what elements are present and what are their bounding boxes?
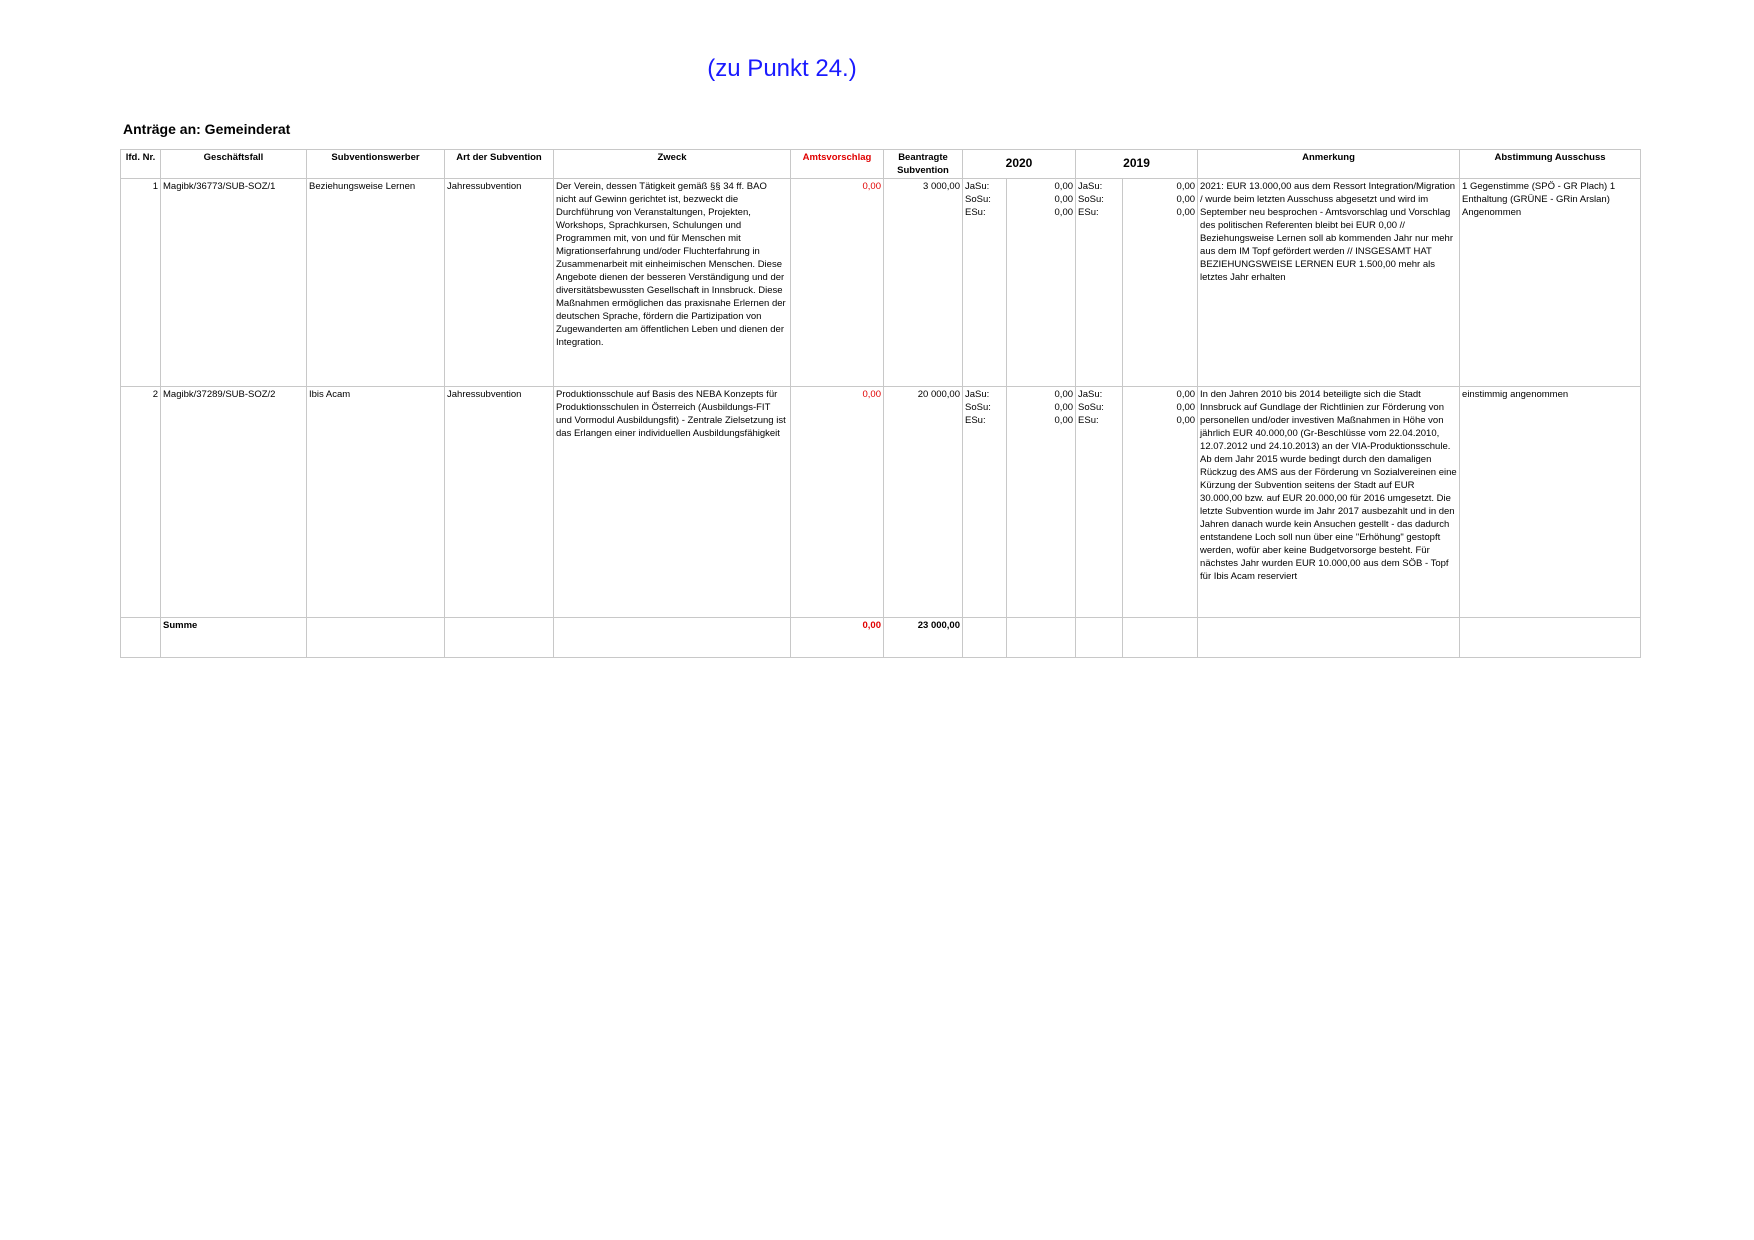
label-jasu: JaSu: [1078,389,1103,400]
cell-2019-values [1123,179,1198,387]
label-sosu: SoSu: [965,194,991,205]
col-header-nr: lfd. Nr. [121,150,161,179]
label-jasu: JaSu: [1078,181,1103,192]
header-row [121,150,1641,179]
label-esu: ESu: [1078,415,1099,426]
cell-type: Jahressubvention [445,179,554,387]
point-title-text: (zu Punkt 24.) [707,55,857,82]
cell-2019-labels [1076,387,1123,618]
col-header-type: Art der Subvention [445,150,554,179]
cell-2020-labels [963,387,1007,618]
label-esu: ESu: [965,415,986,426]
value-jasu: 0,00 [1176,389,1196,400]
label-jasu: JaSu: [965,181,990,192]
value-jasu: 0,00 [1054,181,1074,192]
label-jasu: JaSu: [965,389,990,400]
value-esu: 0,00 [1176,415,1196,426]
col-header-purpose: Zweck [554,150,791,179]
value-jasu: 0,00 [1176,181,1196,192]
cell-office-proposal: 0,00 [791,179,884,387]
value-jasu: 0,00 [1054,389,1074,400]
cell-case: Magibk/36773/SUB-SOZ/1 [161,179,307,387]
cell-type: Jahressubvention [445,387,554,618]
cell-2020-values [1007,179,1076,387]
cell-nr: 2 [121,387,161,618]
label-sosu: SoSu: [1078,194,1104,205]
col-header-vote: Abstimmung Ausschuss [1460,150,1641,179]
cell-remark: In den Jahren 2010 bis 2014 beteiligte sich die Stadt Innsbruck auf Gundlage der Richtlinien zur Förderung von personellen und/oder investiven Maßnahmen in Höhe von jährlich EUR 40.000,00 (Gr-Beschlüsse vom 22.04.2010, 12.07.2012 und 24.10.2013) an der VIA-Produktionsschule. Ab dem Jahr 2015 wurde bedingt durch den damaligen Rückzug des AMS aus der Förderung vn Sozialvereinen eine Kürzung der Subvention seitens der Stadt auf EUR 30.000,00 bzw. auf EUR 20.000,00 für 2016 umgesetzt. Die letzte Subvention wurde im Jahr 2017 ausbezahlt und in den Jahren danach wurde kein Ansuchen gestellt - das dadurch entstandene Loch soll nun über eine "Erhöhung" gestopft werden, wofür aber keine Budgetvorsorge besteht. Für nächstes Jahr wurden EUR 10.000,00 aus dem SÖB - Topf für Ibis Acam reserviert [1198,387,1460,618]
cell-2019-labels [1076,179,1123,387]
cell-empty [1007,618,1076,658]
value-esu: 0,00 [1176,207,1196,218]
sum-label: Summe [161,618,307,658]
label-esu: ESu: [1078,207,1099,218]
col-header-applicant: Subventionswerber [307,150,445,179]
cell-empty [307,618,445,658]
value-sosu: 0,00 [1176,402,1196,413]
sum-row [121,618,1641,658]
cell-empty [1123,618,1198,658]
cell-empty [554,618,791,658]
table-row [121,179,1641,387]
section-title: Anträge an: Gemeinderat [123,121,291,137]
value-sosu: 0,00 [1054,194,1074,205]
cell-2019-values [1123,387,1198,618]
cell-empty [1198,618,1460,658]
cell-empty [1460,618,1641,658]
cell-purpose: Produktionsschule auf Basis des NEBA Konzepts für Produktionsschulen in Österreich (Ausbildungs-FIT und Vormodul Ausbildungsfit) - Zentrale Zielsetzung ist das Erlangen einer individuellen Ausbildungsfähigkeit [554,387,791,618]
value-sosu: 0,00 [1054,402,1074,413]
cell-2020-values [1007,387,1076,618]
label-sosu: SoSu: [965,402,991,413]
label-sosu: SoSu: [1078,402,1104,413]
sum-requested: 23 000,00 [884,618,963,658]
label-esu: ESu: [965,207,986,218]
point-title [0,55,1754,83]
cell-empty [445,618,554,658]
cell-applicant: Ibis Acam [307,387,445,618]
col-header-year-2019: 2019 [1076,150,1198,179]
cell-requested: 3 000,00 [884,179,963,387]
cell-vote: 1 Gegenstimme (SPÖ - GR Plach) 1 Enthaltung (GRÜNE - GRin Arslan) Angenommen [1460,179,1641,387]
cell-empty [121,618,161,658]
cell-2020-labels [963,179,1007,387]
table-row [121,387,1641,618]
value-esu: 0,00 [1054,415,1074,426]
cell-office-proposal: 0,00 [791,387,884,618]
cell-vote: einstimmig angenommen [1460,387,1641,618]
col-header-case: Geschäftsfall [161,150,307,179]
cell-nr: 1 [121,179,161,387]
col-header-requested: Beantragte Subvention [884,150,963,179]
cell-requested: 20 000,00 [884,387,963,618]
cell-remark: 2021: EUR 13.000,00 aus dem Ressort Integration/Migration / wurde beim letzten Ausschuss abgesetzt und wird im September neu besprochen - Amtsvorschlag und Vorschlag des politischen Referenten bleibt bei EUR 0,00 // Beziehungsweise Lernen soll ab kommenden Jahr nur mehr aus dem IM Topf gefördert werden // INSGESAMT HAT BEZIEHUNGSWEISE LERNEN EUR 1.500,00 mehr als letztes Jahr erhalten [1198,179,1460,387]
cell-case: Magibk/37289/SUB-SOZ/2 [161,387,307,618]
sum-office-proposal: 0,00 [791,618,884,658]
value-esu: 0,00 [1054,207,1074,218]
cell-empty [1076,618,1123,658]
cell-empty [963,618,1007,658]
value-sosu: 0,00 [1176,194,1196,205]
col-header-office-proposal: Amtsvorschlag [791,150,884,179]
col-header-year-2020: 2020 [963,150,1076,179]
col-header-remark: Anmerkung [1198,150,1460,179]
cell-purpose: Der Verein, dessen Tätigkeit gemäß §§ 34 ff. BAO nicht auf Gewinn gerichtet ist, bezweckt die Durchführung von Veranstaltungen, Projekten, Workshops, Sprachkursen, Schulungen und Programmen mit, von und für Menschen mit Migrationserfahrung und/oder Fluchterfahrung in Zusammenarbeit mit einheimischen Menschen. Diese Angebote dienen der besseren Verständigung und der diversitätsbewussten Gesellschaft in Innsbruck. Diese Maßnahmen ermöglichen das praxisnahe Erlernen der deutschen Sprache, fördern die Partizipation von Zugewanderten am öffentlichen Leben und dienen der Integration. [554,179,791,387]
subsidy-table [120,149,1641,658]
cell-applicant: Beziehungsweise Lernen [307,179,445,387]
